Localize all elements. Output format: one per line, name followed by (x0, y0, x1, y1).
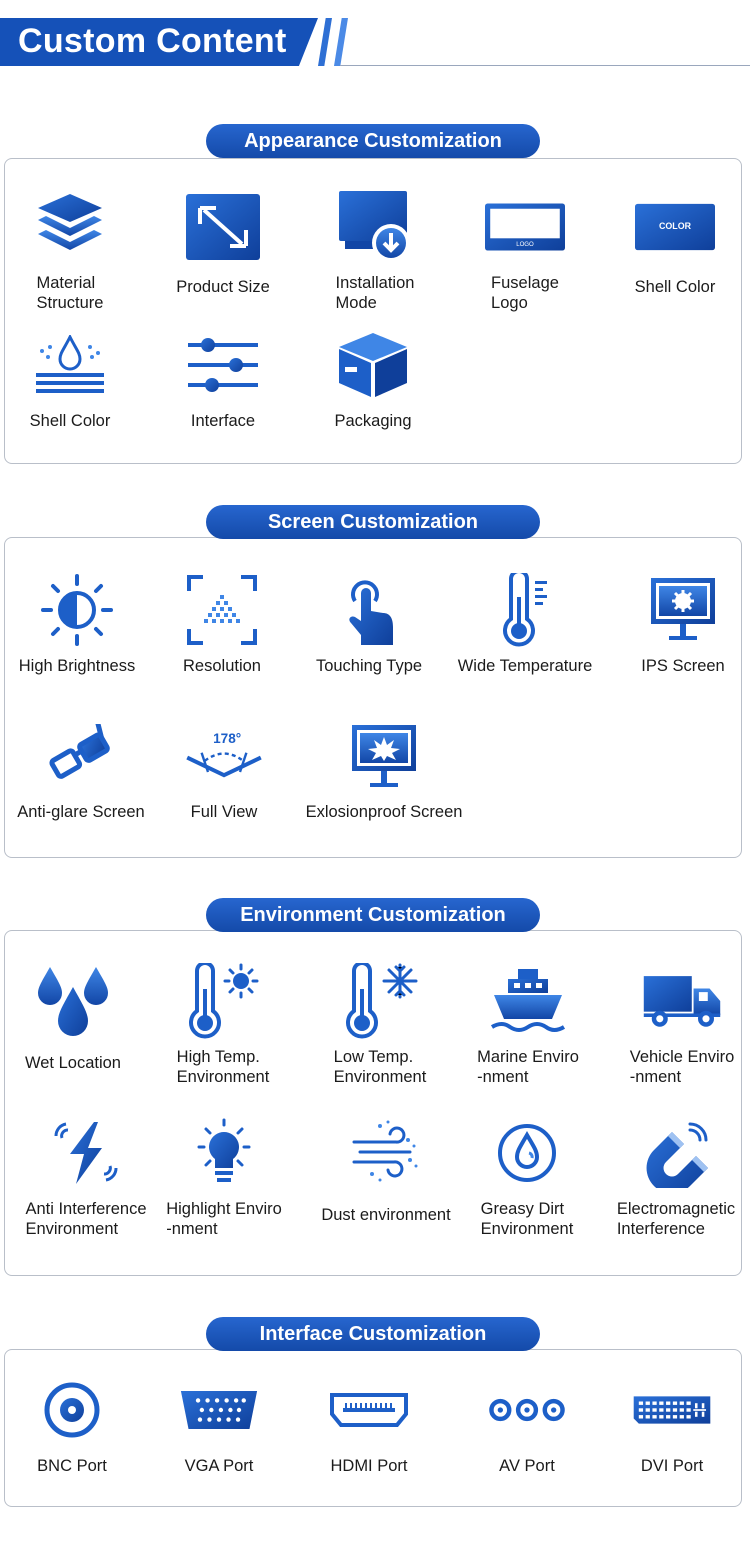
item-vehicle (607, 963, 750, 1087)
header-banner (0, 18, 750, 68)
item-label: Low Temp. Environment (333, 1048, 427, 1086)
item-label: High Temp. Environment (176, 1048, 270, 1086)
ship-icon (488, 963, 568, 1039)
logo-text: LOGO (516, 241, 534, 249)
item-highlight (149, 1115, 299, 1239)
item-label: Highlight Enviro -nment (166, 1200, 282, 1238)
item-label: Vehicle Enviro -nment (629, 1048, 735, 1086)
banner-divider (340, 65, 750, 66)
item-high-temp (148, 963, 298, 1087)
water-drops-icon (33, 963, 113, 1039)
item-greasy-dirt (452, 1115, 602, 1239)
brightness-icon (37, 572, 117, 648)
item-label: Shell Color (29, 412, 111, 430)
item-label: Greasy Dirt Environment (480, 1200, 574, 1238)
item-installation-mode (300, 189, 450, 313)
item-full-view (149, 718, 299, 822)
section-title-environment: Environment Customization (206, 898, 540, 932)
item-label: Wet Location (24, 1054, 121, 1072)
item-label: AV Port (499, 1457, 555, 1475)
item-label: Anti-glare Screen (17, 803, 145, 821)
item-interface (148, 327, 298, 431)
section-interface (4, 1317, 742, 1507)
page-title: Custom Content (18, 22, 287, 60)
install-download-icon (335, 189, 415, 265)
section-box (4, 930, 742, 1276)
item-marine (453, 963, 603, 1087)
item-label: Resolution (183, 657, 261, 675)
magnet-icon (636, 1115, 716, 1191)
item-label: Material Structure (36, 274, 104, 312)
hdmi-port-icon (329, 1372, 409, 1448)
section-title-screen: Screen Customization (206, 505, 540, 539)
item-vga-port (144, 1372, 294, 1476)
color-panel-icon (635, 189, 715, 265)
sliders-icon (183, 327, 263, 403)
oil-drop-icon (487, 1115, 567, 1191)
bnc-port-icon (32, 1372, 112, 1448)
item-label: DVI Port (640, 1457, 704, 1475)
item-explosionproof-screen (305, 718, 463, 822)
logo-screen-icon (485, 189, 565, 265)
item-label: Full View (190, 803, 258, 821)
item-dvi-port (597, 1372, 747, 1476)
item-shell-color-2 (0, 327, 145, 431)
item-resolution (147, 572, 297, 676)
item-low-temp (305, 963, 455, 1087)
item-wide-temperature (450, 572, 600, 676)
resolution-icon (182, 572, 262, 648)
item-label: VGA Port (184, 1457, 254, 1475)
item-label: Electromagnetic Interference (616, 1200, 736, 1238)
item-label: Fuselage Logo (491, 274, 559, 312)
item-dust (311, 1115, 461, 1225)
item-label: Packaging (334, 412, 412, 430)
item-label: Installation Mode (335, 274, 415, 312)
item-anti-glare-screen (6, 718, 156, 822)
item-touching-type (294, 572, 444, 676)
section-box (4, 537, 742, 858)
item-wet-location (0, 963, 148, 1073)
item-label: Marine Enviro -nment (477, 1048, 579, 1086)
section-screen (4, 505, 742, 858)
truck-icon (642, 963, 722, 1039)
glasses-icon (41, 718, 121, 794)
banner-slash-decoration (334, 18, 348, 66)
dvi-port-icon (632, 1372, 712, 1448)
item-label: Shell Color (634, 278, 716, 296)
item-electromagnetic (601, 1115, 750, 1239)
angle-text: 178° (213, 731, 242, 747)
item-product-size (148, 189, 298, 297)
banner-slash-decoration (318, 18, 332, 66)
item-label: High Brightness (18, 657, 136, 675)
thermometer-icon (485, 572, 565, 648)
item-high-brightness (2, 572, 152, 676)
monitor-explosion-icon (344, 718, 424, 794)
item-label: Exlosionproof Screen (305, 803, 463, 821)
lightbulb-icon (184, 1115, 264, 1191)
touch-hand-icon (329, 572, 409, 648)
item-material-structure (0, 189, 145, 313)
section-title-appearance: Appearance Customization (206, 124, 540, 158)
item-hdmi-port (294, 1372, 444, 1476)
item-label: Touching Type (315, 657, 423, 675)
av-port-icon (487, 1372, 567, 1448)
color-text: COLOR (658, 220, 692, 231)
item-packaging (298, 327, 448, 431)
section-appearance (4, 124, 742, 464)
item-label: Anti Interference Environment (25, 1200, 147, 1238)
item-shell-color (600, 189, 750, 297)
thermometer-snow-icon (340, 963, 420, 1039)
section-box (4, 1349, 742, 1507)
item-label: Product Size (176, 278, 270, 296)
item-label: BNC Port (37, 1457, 107, 1475)
view-angle-icon (184, 718, 264, 794)
thermometer-sun-icon (183, 963, 263, 1039)
vga-port-icon (179, 1372, 259, 1448)
lightning-icon (46, 1115, 126, 1191)
item-anti-interference (11, 1115, 161, 1239)
item-label: Wide Temperature (457, 657, 593, 675)
resize-icon (183, 189, 263, 265)
item-label: HDMI Port (330, 1457, 408, 1475)
item-fuselage-logo (450, 189, 600, 313)
section-box (4, 158, 742, 464)
box-icon (333, 327, 413, 403)
item-ips-screen (608, 572, 750, 676)
monitor-gear-icon (643, 572, 723, 648)
water-surface-icon (30, 327, 110, 403)
item-label: Interface (190, 412, 256, 430)
item-bnc-port (0, 1372, 147, 1476)
section-title-interface: Interface Customization (206, 1317, 540, 1351)
section-environment (4, 898, 742, 1276)
item-label: Dust environment (321, 1206, 451, 1224)
item-av-port (452, 1372, 602, 1476)
dust-wind-icon (346, 1115, 426, 1191)
item-label: IPS Screen (641, 657, 725, 675)
layers-icon (30, 189, 110, 265)
